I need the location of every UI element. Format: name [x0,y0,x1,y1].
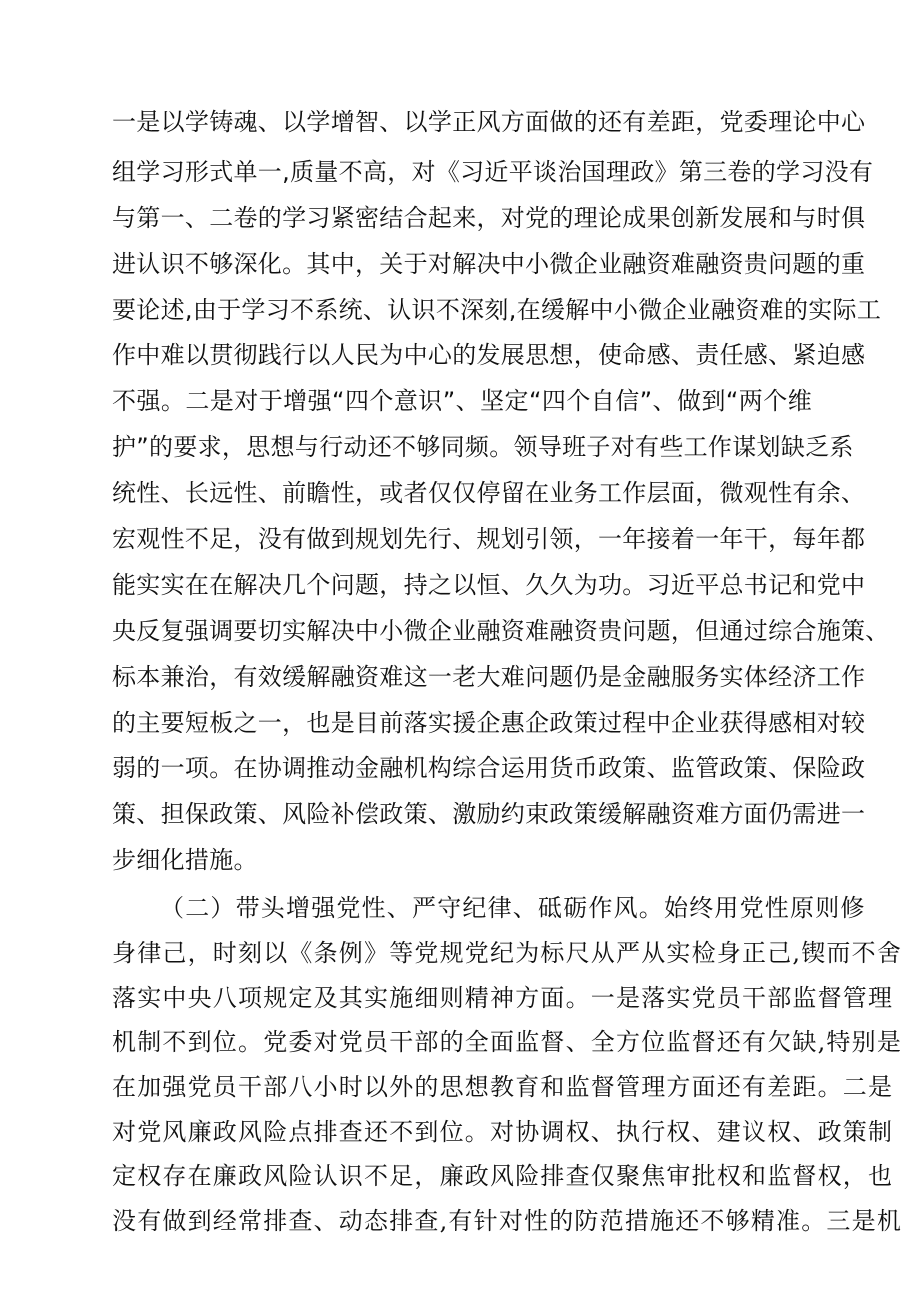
paragraph-2-line-4: 机制不到位。党委对党员干部的全面监督、全方位监督还有欠缺,特别是 [112,1028,903,1056]
paragraph-2-line-7: 定权存在廉政风险认识不足，廉政风险排查仅聚焦审批权和监督权，也 [112,1162,894,1190]
paragraph-1-line-11: 能实实在在解决几个问题，持之以恒、久久为功。习近平总书记和党中 [112,571,866,599]
paragraph-1-line-8: 护”的要求，思想与行动还不够同频。领导班子对有些工作谋划缺乏系 [112,433,854,461]
paragraph-1-line-9: 统性、长远性、前瞻性，或者仅仅停留在业务工作层面，微观性有余、 [112,479,866,507]
paragraph-1-line-2: 组学习形式单一,质量不高，对《习近平谈治国理政》第三卷的学习没有 [112,158,874,186]
paragraph-1-line-5: 要论述,由于学习不系统、认识不深刻,在缓解中小微企业融资难的实际工 [112,296,882,324]
paragraph-1-line-15: 弱的一项。在协调推动金融机构综合运用货币政策、监管政策、保险政 [112,754,866,782]
paragraph-1-line-7: 不强。二是对于增强“四个意识”、坚定“四个自信”、做到“两个维 [112,387,812,415]
paragraph-2-line-3: 落实中央八项规定及其实施细则精神方面。一是落实党员干部监督管理 [112,984,894,1012]
paragraph-1-line-10: 宏观性不足，没有做到规划先行、规划引领，一年接着一年干，每年都 [112,525,866,553]
paragraph-1-line-13: 标本兼治，有效缓解融资难这一老大难问题仍是金融服务实体经济工作 [112,663,866,691]
paragraph-2-line-2: 身律己，时刻以《条例》等党规党纪为标尺从严从实检身正己,锲而不舍 [112,939,903,967]
paragraph-1-line-1: 一是以学铸魂、以学增智、以学正风方面做的还有差距，党委理论中心 [112,108,866,136]
paragraph-2-line-8: 没有做到经常排查、动态排查,有针对性的防范措施还不够精准。三是机 [112,1207,903,1235]
paragraph-1-line-6: 作中难以贯彻践行以人民为中心的发展思想，使命感、责任感、紧迫感 [112,341,866,369]
paragraph-1-line-17: 步细化措施。 [112,846,258,874]
paragraph-2-line-1: （二）带头增强党性、严守纪律、砥砺作风。始终用党性原则修 [160,894,866,922]
paragraph-1-line-3: 与第一、二卷的学习紧密结合起来，对党的理论成果创新发展和与时俱 [112,204,866,232]
paragraph-1-line-16: 策、担保政策、风险补偿政策、激励约束政策缓解融资难方面仍需进一 [112,800,866,828]
paragraph-1-line-14: 的主要短板之一，也是目前落实援企惠企政策过程中企业获得感相对较 [112,709,866,737]
paragraph-2-line-6: 对党风廉政风险点排查还不到位。对协调权、执行权、建议权、政策制 [112,1118,894,1146]
paragraph-2-line-5: 在加强党员干部八小时以外的思想教育和监督管理方面还有差距。二是 [112,1073,894,1101]
paragraph-1-line-12: 央反复强调要切实解决中小微企业融资难融资贵问题，但通过综合施策、 [112,617,890,645]
paragraph-1-line-4: 进认识不够深化。其中，关于对解决中小微企业融资难融资贵问题的重 [112,250,866,278]
